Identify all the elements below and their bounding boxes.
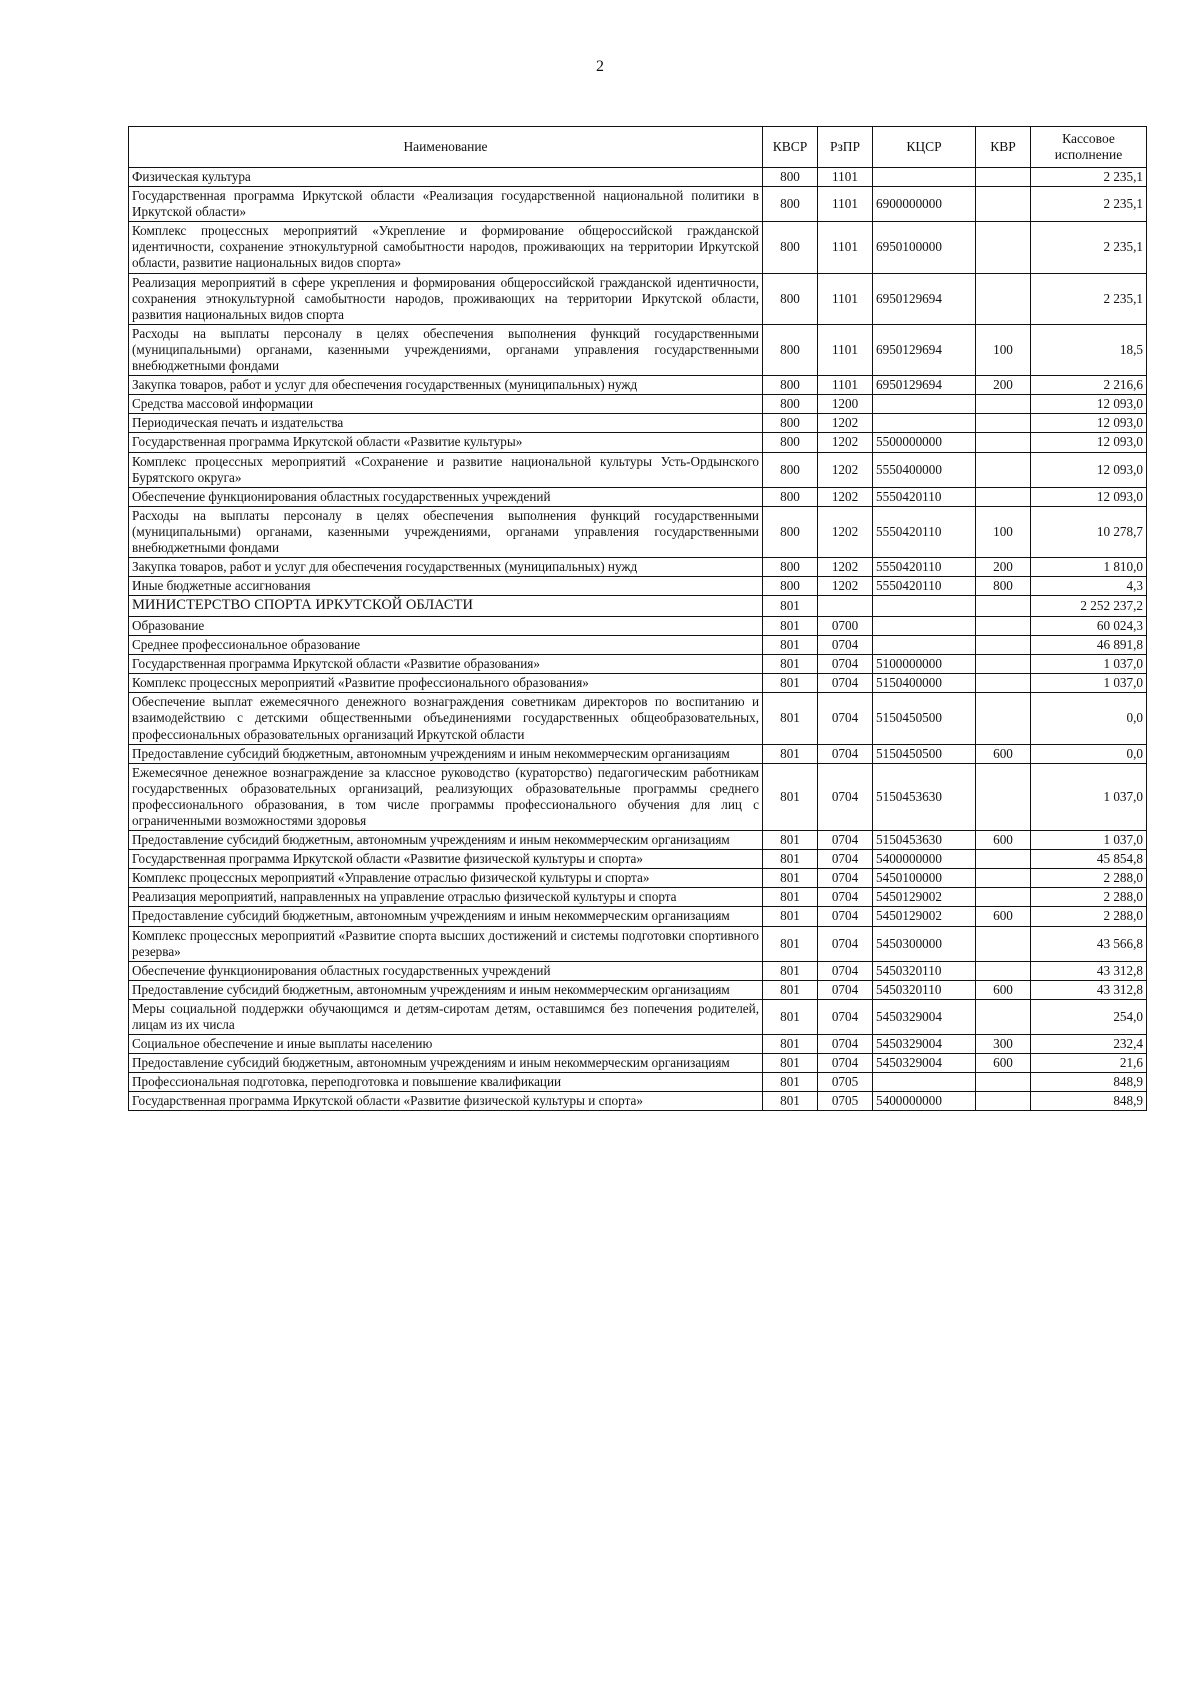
cell-kvsr: 800 xyxy=(763,487,818,506)
table-row xyxy=(129,869,1147,888)
table-row xyxy=(129,850,1147,869)
cell-kcsr: 5150453630 xyxy=(873,763,976,830)
cell-kvsr: 801 xyxy=(763,744,818,763)
cell-name: Реализация мероприятий в сфере укрепления и формирования общероссийской гражданской идентичности, сохранения этнокультурной самобытности народов, проживающих на территории Иркутской области, развития национальных видов спорта xyxy=(129,273,763,324)
cell-name: Расходы на выплаты персоналу в целях обеспечения выполнения функций государственными (муниципальными) органами, казенными учреждениями, органами управления государственными внебюджетными фондами xyxy=(129,324,763,375)
table-row xyxy=(129,636,1147,655)
cell-kvr xyxy=(976,636,1031,655)
cell-name: Закупка товаров, работ и услуг для обеспечения государственных (муниципальных) нужд xyxy=(129,376,763,395)
cell-kvsr: 801 xyxy=(763,1073,818,1092)
table-row xyxy=(129,980,1147,999)
table-row xyxy=(129,414,1147,433)
cell-rzpr: 1101 xyxy=(818,376,873,395)
cell-kcsr xyxy=(873,616,976,635)
cell-name: Расходы на выплаты персоналу в целях обеспечения выполнения функций государственными (муниципальными) органами, казенными учреждениями, органами управления государственными внебюджетными фондами xyxy=(129,506,763,557)
cell-kvr xyxy=(976,395,1031,414)
cell-rzpr: 0704 xyxy=(818,869,873,888)
cell-kvr xyxy=(976,961,1031,980)
table-row xyxy=(129,1054,1147,1073)
cell-amount: 2 288,0 xyxy=(1031,888,1147,907)
cell-name: Иные бюджетные ассигнования xyxy=(129,577,763,596)
cell-kvsr: 801 xyxy=(763,1092,818,1111)
cell-amount: 1 037,0 xyxy=(1031,674,1147,693)
cell-kvsr: 801 xyxy=(763,693,818,744)
cell-kvr xyxy=(976,1092,1031,1111)
cell-name: Предоставление субсидий бюджетным, автономным учреждениям и иным некоммерческим организациям xyxy=(129,1054,763,1073)
cell-amount: 2 288,0 xyxy=(1031,869,1147,888)
table-row xyxy=(129,999,1147,1034)
cell-amount: 254,0 xyxy=(1031,999,1147,1034)
cell-rzpr: 1202 xyxy=(818,414,873,433)
cell-kvr xyxy=(976,596,1031,617)
cell-kvsr: 800 xyxy=(763,558,818,577)
cell-kcsr: 5450100000 xyxy=(873,869,976,888)
cell-kcsr: 5550420110 xyxy=(873,577,976,596)
table-body xyxy=(129,168,1147,1111)
cell-kvr xyxy=(976,999,1031,1034)
cell-kcsr xyxy=(873,168,976,187)
cell-kvr xyxy=(976,1073,1031,1092)
cell-kvsr: 801 xyxy=(763,655,818,674)
cell-kcsr xyxy=(873,636,976,655)
cell-amount: 43 566,8 xyxy=(1031,926,1147,961)
cell-kvsr: 801 xyxy=(763,869,818,888)
cell-kcsr xyxy=(873,395,976,414)
cell-rzpr: 1202 xyxy=(818,487,873,506)
cell-kvr: 600 xyxy=(976,1054,1031,1073)
cell-amount: 232,4 xyxy=(1031,1035,1147,1054)
cell-name: Реализация мероприятий, направленных на управление отраслью физической культуры и спорта xyxy=(129,888,763,907)
cell-name: Комплекс процессных мероприятий «Сохранение и развитие национальной культуры Усть-Ордынского Бурятского округа» xyxy=(129,452,763,487)
cell-rzpr: 1101 xyxy=(818,187,873,222)
cell-kcsr: 5450329004 xyxy=(873,1054,976,1073)
cell-kcsr: 5500000000 xyxy=(873,433,976,452)
cell-kvr: 800 xyxy=(976,577,1031,596)
cell-rzpr: 0704 xyxy=(818,831,873,850)
cell-amount: 2 288,0 xyxy=(1031,907,1147,926)
cell-kvr xyxy=(976,187,1031,222)
cell-rzpr: 1101 xyxy=(818,168,873,187)
cell-rzpr: 1202 xyxy=(818,577,873,596)
cell-rzpr: 0704 xyxy=(818,655,873,674)
cell-kvsr: 801 xyxy=(763,1054,818,1073)
cell-kcsr: 5150400000 xyxy=(873,674,976,693)
header-name: Наименование xyxy=(129,127,763,168)
cell-kvr: 600 xyxy=(976,907,1031,926)
cell-amount: 12 093,0 xyxy=(1031,452,1147,487)
cell-rzpr: 0704 xyxy=(818,999,873,1034)
cell-name: Профессиональная подготовка, переподготовка и повышение квалификации xyxy=(129,1073,763,1092)
cell-rzpr: 0704 xyxy=(818,744,873,763)
cell-name: Ежемесячное денежное вознаграждение за классное руководство (кураторство) педагогическим работникам государственных образовательных организаций, реализующих образовательные программы среднего профессионального образования, в том числе программы профессионального обучения для лиц с ограниченными возможностями здоровья xyxy=(129,763,763,830)
cell-name: Предоставление субсидий бюджетным, автономным учреждениям и иным некоммерческим организациям xyxy=(129,831,763,850)
cell-kvsr: 800 xyxy=(763,324,818,375)
cell-rzpr: 0705 xyxy=(818,1073,873,1092)
cell-kcsr: 5450129002 xyxy=(873,907,976,926)
cell-name: Социальное обеспечение и иные выплаты населению xyxy=(129,1035,763,1054)
table-row xyxy=(129,395,1147,414)
cell-kvr xyxy=(976,693,1031,744)
cell-kcsr: 5450329004 xyxy=(873,999,976,1034)
cell-kvsr: 801 xyxy=(763,831,818,850)
table-row xyxy=(129,907,1147,926)
cell-kvsr: 801 xyxy=(763,850,818,869)
cell-kvsr: 801 xyxy=(763,596,818,617)
cell-kvr: 200 xyxy=(976,558,1031,577)
table-row xyxy=(129,187,1147,222)
cell-kvr xyxy=(976,850,1031,869)
cell-amount: 0,0 xyxy=(1031,693,1147,744)
table-row xyxy=(129,763,1147,830)
table-row xyxy=(129,674,1147,693)
cell-kvsr: 801 xyxy=(763,674,818,693)
cell-name: Физическая культура xyxy=(129,168,763,187)
cell-amount: 1 037,0 xyxy=(1031,831,1147,850)
cell-kvr: 600 xyxy=(976,980,1031,999)
cell-amount: 2 216,6 xyxy=(1031,376,1147,395)
cell-kvr xyxy=(976,414,1031,433)
cell-kcsr xyxy=(873,414,976,433)
cell-kcsr: 5400000000 xyxy=(873,850,976,869)
cell-name: МИНИСТЕРСТВО СПОРТА ИРКУТСКОЙ ОБЛАСТИ xyxy=(129,596,763,617)
cell-kvr xyxy=(976,168,1031,187)
cell-amount: 2 252 237,2 xyxy=(1031,596,1147,617)
cell-amount: 2 235,1 xyxy=(1031,273,1147,324)
cell-kvr xyxy=(976,763,1031,830)
cell-kcsr: 5550420110 xyxy=(873,487,976,506)
cell-kcsr: 5450300000 xyxy=(873,926,976,961)
cell-amount: 12 093,0 xyxy=(1031,414,1147,433)
cell-rzpr: 0704 xyxy=(818,693,873,744)
cell-name: Предоставление субсидий бюджетным, автономным учреждениям и иным некоммерческим организациям xyxy=(129,980,763,999)
cell-amount: 2 235,1 xyxy=(1031,168,1147,187)
cell-kvr xyxy=(976,674,1031,693)
table-row xyxy=(129,1092,1147,1111)
cell-amount: 2 235,1 xyxy=(1031,187,1147,222)
table-row xyxy=(129,222,1147,273)
cell-kvr xyxy=(976,487,1031,506)
header-rzpr: РзПР xyxy=(818,127,873,168)
cell-amount: 848,9 xyxy=(1031,1073,1147,1092)
cell-kcsr: 5450329004 xyxy=(873,1035,976,1054)
cell-kcsr: 6950129694 xyxy=(873,376,976,395)
cell-amount: 43 312,8 xyxy=(1031,961,1147,980)
table-row xyxy=(129,558,1147,577)
cell-kvsr: 801 xyxy=(763,888,818,907)
cell-rzpr: 1202 xyxy=(818,558,873,577)
cell-kvsr: 801 xyxy=(763,763,818,830)
cell-rzpr: 1202 xyxy=(818,433,873,452)
cell-kcsr: 5150450500 xyxy=(873,693,976,744)
cell-name: Меры социальной поддержки обучающимся и детям-сиротам детям, оставшимся без попечения родителей, лицам из их числа xyxy=(129,999,763,1034)
cell-rzpr: 1202 xyxy=(818,506,873,557)
cell-name: Государственная программа Иркутской области «Развитие физической культуры и спорта» xyxy=(129,850,763,869)
cell-kvr xyxy=(976,433,1031,452)
table-row xyxy=(129,831,1147,850)
table-row xyxy=(129,1073,1147,1092)
cell-kvsr: 801 xyxy=(763,999,818,1034)
cell-name: Среднее профессиональное образование xyxy=(129,636,763,655)
cell-kvr xyxy=(976,926,1031,961)
cell-kcsr: 5150450500 xyxy=(873,744,976,763)
cell-kcsr: 5550400000 xyxy=(873,452,976,487)
cell-rzpr: 0704 xyxy=(818,674,873,693)
cell-kvr xyxy=(976,273,1031,324)
table-row xyxy=(129,596,1147,617)
cell-kvsr: 801 xyxy=(763,636,818,655)
cell-rzpr: 1202 xyxy=(818,452,873,487)
table-row xyxy=(129,1035,1147,1054)
cell-name: Государственная программа Иркутской области «Развитие культуры» xyxy=(129,433,763,452)
cell-kcsr xyxy=(873,1073,976,1092)
table-row xyxy=(129,888,1147,907)
cell-name: Комплекс процессных мероприятий «Развитие спорта высших достижений и системы подготовки спортивного резерва» xyxy=(129,926,763,961)
cell-kvsr: 800 xyxy=(763,273,818,324)
cell-name: Обеспечение функционирования областных государственных учреждений xyxy=(129,487,763,506)
table-row xyxy=(129,961,1147,980)
cell-kvsr: 800 xyxy=(763,187,818,222)
cell-amount: 21,6 xyxy=(1031,1054,1147,1073)
page-number: 2 xyxy=(596,58,604,75)
table-row xyxy=(129,487,1147,506)
cell-kvr: 100 xyxy=(976,324,1031,375)
table-row xyxy=(129,506,1147,557)
cell-kvsr: 801 xyxy=(763,980,818,999)
cell-kcsr: 5450320110 xyxy=(873,961,976,980)
cell-kcsr: 6950129694 xyxy=(873,273,976,324)
cell-kvr: 600 xyxy=(976,831,1031,850)
cell-kvsr: 801 xyxy=(763,1035,818,1054)
cell-amount: 12 093,0 xyxy=(1031,395,1147,414)
table-row xyxy=(129,655,1147,674)
cell-name: Периодическая печать и издательства xyxy=(129,414,763,433)
cell-kvsr: 800 xyxy=(763,168,818,187)
cell-kcsr: 6900000000 xyxy=(873,187,976,222)
table-row xyxy=(129,452,1147,487)
cell-amount: 0,0 xyxy=(1031,744,1147,763)
cell-amount: 45 854,8 xyxy=(1031,850,1147,869)
cell-rzpr: 0705 xyxy=(818,1092,873,1111)
cell-name: Государственная программа Иркутской области «Развитие физической культуры и спорта» xyxy=(129,1092,763,1111)
cell-kvsr: 801 xyxy=(763,926,818,961)
cell-kvr: 600 xyxy=(976,744,1031,763)
cell-amount: 1 037,0 xyxy=(1031,763,1147,830)
header-kcsr: КЦСР xyxy=(873,127,976,168)
cell-name: Средства массовой информации xyxy=(129,395,763,414)
cell-amount: 12 093,0 xyxy=(1031,487,1147,506)
cell-name: Государственная программа Иркутской области «Реализация государственной национальной политики в Иркутской области» xyxy=(129,187,763,222)
table-row xyxy=(129,926,1147,961)
header-kvsr: КВСР xyxy=(763,127,818,168)
cell-rzpr: 1200 xyxy=(818,395,873,414)
cell-kvr: 200 xyxy=(976,376,1031,395)
table-row xyxy=(129,616,1147,635)
cell-amount: 1 037,0 xyxy=(1031,655,1147,674)
cell-kcsr: 5100000000 xyxy=(873,655,976,674)
cell-kcsr: 5550420110 xyxy=(873,506,976,557)
cell-name: Комплекс процессных мероприятий «Управление отраслью физической культуры и спорта» xyxy=(129,869,763,888)
cell-rzpr: 1101 xyxy=(818,324,873,375)
cell-name: Обеспечение функционирования областных государственных учреждений xyxy=(129,961,763,980)
cell-kvsr: 800 xyxy=(763,395,818,414)
cell-kcsr: 6950100000 xyxy=(873,222,976,273)
cell-kvsr: 800 xyxy=(763,433,818,452)
table-row xyxy=(129,168,1147,187)
cell-kvsr: 800 xyxy=(763,414,818,433)
cell-rzpr: 0704 xyxy=(818,980,873,999)
cell-rzpr: 0704 xyxy=(818,850,873,869)
table-row xyxy=(129,376,1147,395)
cell-kvr: 300 xyxy=(976,1035,1031,1054)
cell-kcsr: 5400000000 xyxy=(873,1092,976,1111)
cell-rzpr: 0700 xyxy=(818,616,873,635)
cell-amount: 46 891,8 xyxy=(1031,636,1147,655)
table-row xyxy=(129,324,1147,375)
cell-kvsr: 800 xyxy=(763,452,818,487)
cell-kvr xyxy=(976,869,1031,888)
cell-rzpr: 1101 xyxy=(818,222,873,273)
cell-kcsr: 5150453630 xyxy=(873,831,976,850)
cell-amount: 12 093,0 xyxy=(1031,433,1147,452)
budget-execution-table xyxy=(128,126,1147,1111)
cell-name: Комплекс процессных мероприятий «Развитие профессионального образования» xyxy=(129,674,763,693)
cell-amount: 848,9 xyxy=(1031,1092,1147,1111)
cell-name: Государственная программа Иркутской области «Развитие образования» xyxy=(129,655,763,674)
cell-name: Обеспечение выплат ежемесячного денежного вознаграждения советникам директоров по воспитанию и взаимодействию с детскими общественными объединениями государственных общеобразовательных, профессиональных образовательных организаций Иркутской области xyxy=(129,693,763,744)
table-header-row xyxy=(129,127,1147,168)
cell-kcsr: 5550420110 xyxy=(873,558,976,577)
cell-kvsr: 800 xyxy=(763,506,818,557)
cell-amount: 18,5 xyxy=(1031,324,1147,375)
cell-kvr xyxy=(976,655,1031,674)
cell-name: Закупка товаров, работ и услуг для обеспечения государственных (муниципальных) нужд xyxy=(129,558,763,577)
cell-amount: 60 024,3 xyxy=(1031,616,1147,635)
cell-rzpr xyxy=(818,596,873,617)
cell-kvsr: 800 xyxy=(763,222,818,273)
table-row xyxy=(129,693,1147,744)
cell-kvr xyxy=(976,452,1031,487)
cell-name: Предоставление субсидий бюджетным, автономным учреждениям и иным некоммерческим организациям xyxy=(129,907,763,926)
cell-kvsr: 800 xyxy=(763,577,818,596)
cell-name: Комплекс процессных мероприятий «Укрепление и формирование общероссийской гражданской идентичности, сохранение этнокультурной самобытности народов, проживающих на территории Иркутской области, развитие национальных видов спорта» xyxy=(129,222,763,273)
cell-rzpr: 0704 xyxy=(818,926,873,961)
cell-kvsr: 800 xyxy=(763,376,818,395)
header-kvr: КВР xyxy=(976,127,1031,168)
table-row xyxy=(129,273,1147,324)
cell-rzpr: 0704 xyxy=(818,1035,873,1054)
table-row xyxy=(129,744,1147,763)
cell-kcsr: 5450129002 xyxy=(873,888,976,907)
cell-kvsr: 801 xyxy=(763,907,818,926)
cell-kcsr: 6950129694 xyxy=(873,324,976,375)
cell-rzpr: 0704 xyxy=(818,961,873,980)
table-row xyxy=(129,433,1147,452)
header-amount: Кассовое исполнение xyxy=(1031,127,1147,168)
cell-name: Предоставление субсидий бюджетным, автономным учреждениям и иным некоммерческим организациям xyxy=(129,744,763,763)
cell-rzpr: 1101 xyxy=(818,273,873,324)
cell-rzpr: 0704 xyxy=(818,888,873,907)
cell-kcsr: 5450320110 xyxy=(873,980,976,999)
cell-amount: 4,3 xyxy=(1031,577,1147,596)
cell-amount: 43 312,8 xyxy=(1031,980,1147,999)
cell-rzpr: 0704 xyxy=(818,907,873,926)
table-row xyxy=(129,577,1147,596)
cell-kvr xyxy=(976,222,1031,273)
cell-kcsr xyxy=(873,596,976,617)
cell-rzpr: 0704 xyxy=(818,636,873,655)
cell-rzpr: 0704 xyxy=(818,763,873,830)
cell-rzpr: 0704 xyxy=(818,1054,873,1073)
cell-amount: 2 235,1 xyxy=(1031,222,1147,273)
cell-amount: 1 810,0 xyxy=(1031,558,1147,577)
cell-amount: 10 278,7 xyxy=(1031,506,1147,557)
cell-kvr: 100 xyxy=(976,506,1031,557)
cell-kvr xyxy=(976,616,1031,635)
cell-name: Образование xyxy=(129,616,763,635)
cell-kvr xyxy=(976,888,1031,907)
cell-kvsr: 801 xyxy=(763,961,818,980)
cell-kvsr: 801 xyxy=(763,616,818,635)
